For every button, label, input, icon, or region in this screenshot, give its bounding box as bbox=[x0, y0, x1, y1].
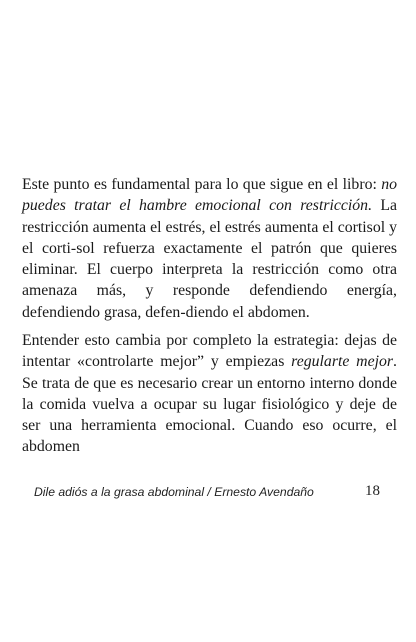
paragraph-1-part-1: Este punto es fundamental para lo que sigue en el libro: bbox=[22, 176, 382, 193]
paragraph-1-part-3: La restricción aumenta el estrés, el estrés aumenta el cortisol y el corti-sol refuerza exactamente el patrón que quieres eliminar. El cuerpo interpreta la restricción como otra amenaza más, y responde defendiendo energía, defendiendo grasa, defen-diendo el abdomen. bbox=[22, 197, 397, 321]
paragraph-1-italic-emphasis: no puedes tratar el hambre emocional con restricción. bbox=[22, 176, 397, 215]
page-footer bbox=[34, 483, 380, 503]
paragraph-2-italic-emphasis: regularte mejor bbox=[291, 353, 394, 371]
page-number: 18 bbox=[365, 483, 380, 499]
paragraph-2-part-1: Entender esto cambia por completo la estrategia: dejas de intentar «controlarte mejor” y empiezas bbox=[22, 332, 397, 371]
paragraph-2-part-3: . Se trata de que es necesario crear un entorno interno donde la comida vuelva a ocupar su lugar fisiológico y deje de ser una herramienta emocional. Cuando eso ocurre, el abdomen bbox=[22, 353, 397, 456]
paragraph-1-text bbox=[22, 174, 397, 323]
paragraph-1 bbox=[22, 174, 397, 323]
footer-book-credit: Dile adiós a la grasa abdominal / Ernesto Avendaño bbox=[34, 485, 314, 499]
paragraph-2-text bbox=[22, 330, 397, 458]
paragraph-2 bbox=[22, 330, 397, 458]
